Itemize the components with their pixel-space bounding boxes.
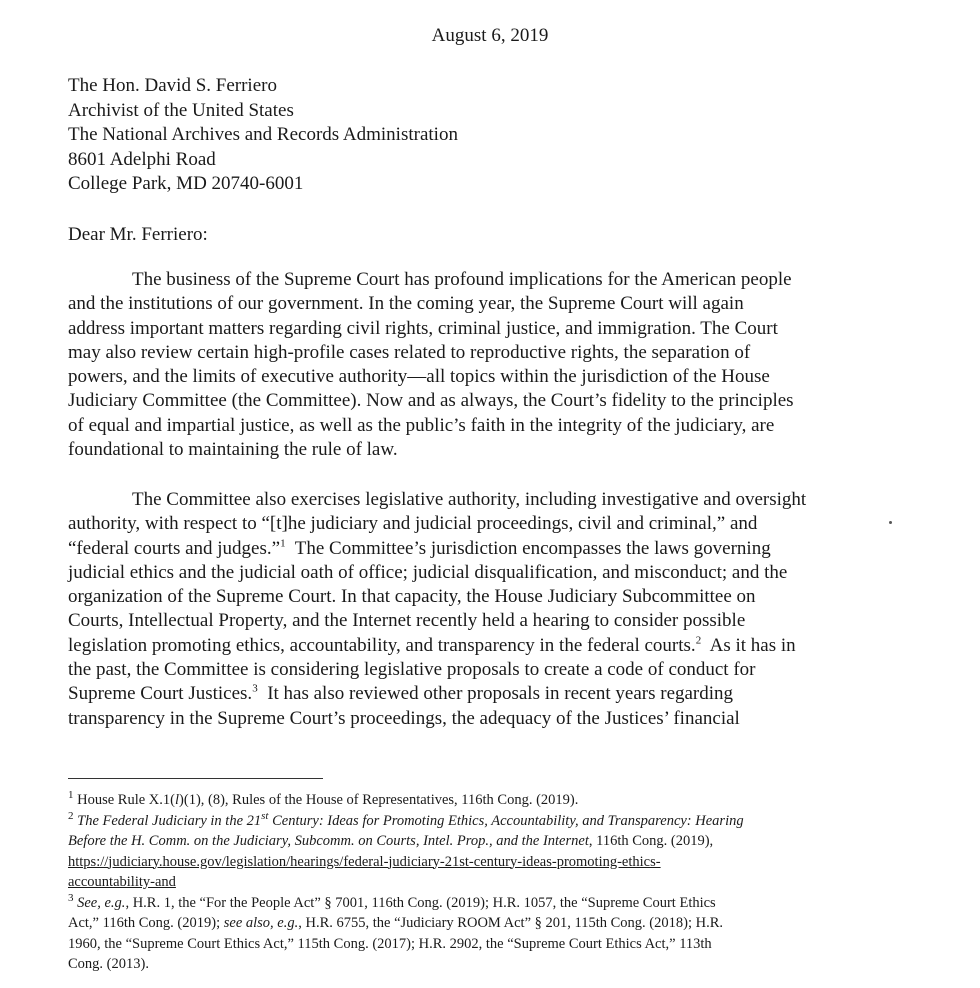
paragraph-line: powers, and the limits of executive authority—all topics within the jurisdiction of the House: [68, 366, 770, 388]
paragraph-line: transparency in the Supreme Court’s proceedings, the adequacy of the Justices’ financial: [68, 707, 740, 729]
paragraph-line: and the institutions of our government. In the coming year, the Supreme Court will again: [68, 293, 744, 315]
footnote-ref-1[interactable]: 1: [280, 537, 286, 550]
footnote-2-cont: [68, 831, 948, 852]
paragraph-line: The Committee also exercises legislative authority, including investigative and oversight: [132, 489, 807, 510]
text-run: , 116th Cong. (2019),: [588, 833, 714, 849]
text-run: As it has in: [701, 634, 796, 656]
footnote-3-cont: [68, 913, 948, 934]
recipient-address: [68, 74, 458, 197]
paragraph-2: [68, 488, 903, 731]
letter-date: August 6, 2019: [431, 25, 549, 46]
scan-speck: [889, 521, 892, 524]
paragraph-line: address important matters regarding civil rights, criminal justice, and immigration. The Court: [68, 317, 778, 339]
paragraph-line: Judiciary Committee (the Committee). Now and as always, the Court’s fidelity to the principles: [68, 390, 794, 412]
paragraph-line: [68, 682, 903, 706]
footnote-ref-2[interactable]: 2: [695, 634, 702, 647]
footnote-2: [68, 811, 948, 832]
footnote-2-link[interactable]: [68, 852, 948, 873]
text-run: )(1), (8), Rules of the House of Representatives, 116th Cong. (2019).: [179, 792, 579, 808]
paragraph-line: [68, 634, 903, 658]
text-run: The Federal Judiciary in the 21: [73, 812, 262, 829]
address-line: The National Archives and Records Administration: [68, 124, 458, 145]
text-run: It has also reviewed other proposals in recent years regarding: [257, 683, 734, 705]
text-run: legislation promoting ethics, accountability, and transparency in the federal courts.: [68, 634, 696, 656]
paragraph-line: organization of the Supreme Court. In that capacity, the House Judiciary Subcommittee on: [68, 586, 756, 608]
text-run: Act,” 116th Cong. (2019);: [68, 915, 224, 931]
footnote-mark: 1: [68, 789, 74, 802]
paragraph-line: Courts, Intellectual Property, and the Internet recently held a hearing to consider possible: [68, 610, 746, 632]
footnote-ref-3[interactable]: 3: [252, 683, 258, 696]
text-run: Century: Ideas for Promoting Ethics, Accountability, and Transparency: Hearing: [268, 812, 744, 829]
footnote-3: [68, 893, 948, 914]
paragraph-line: foundational to maintaining the rule of law.: [68, 439, 398, 461]
paragraph-1: [68, 268, 903, 462]
text-run: The Committee’s jurisdiction encompasses the laws governing: [285, 537, 771, 559]
address-line: Archivist of the United States: [68, 99, 294, 121]
text-run: , H.R. 6755, the “Judiciary ROOM Act” § 201, 115th Cong. (2018); H.R.: [298, 915, 723, 931]
salutation: Dear Mr. Ferriero:: [68, 224, 208, 245]
address-line: 8601 Adelphi Road: [68, 148, 216, 170]
paragraph-line: of equal and impartial justice, as well as the public’s faith in the integrity of the judiciary, are: [68, 414, 775, 436]
text-run: l: [175, 792, 180, 808]
address-line: College Park, MD 20740-6001: [68, 173, 304, 194]
footnote-divider: [68, 778, 323, 779]
text-run: , H.R. 1, the “For the People Act” § 7001, 116th Cong. (2019); H.R. 1057, the “Supreme Court Ethics: [125, 894, 716, 911]
footnote-mark: 2: [68, 809, 74, 822]
footnotes: [68, 790, 948, 975]
footnote-3-cont: Cong. (2013).: [68, 956, 149, 972]
text-run: Before the H. Comm. on the Judiciary, Subcomm. on Courts, Intel. Prop., and the Internet: [68, 833, 589, 849]
footnote-1: [68, 790, 948, 811]
text-run: See, e.g.: [73, 894, 126, 911]
hearing-link-cont[interactable]: accountability-and: [68, 874, 176, 890]
text-run: see also, e.g.: [223, 915, 299, 931]
address-line: The Hon. David S. Ferriero: [68, 75, 277, 96]
paragraph-line: [68, 537, 903, 561]
text-run: Supreme Court Justices.: [68, 683, 253, 705]
text-run: st: [261, 809, 269, 822]
hearing-link[interactable]: https://judiciary.house.gov/legislation/hearings/federal-judiciary-21st-century-ideas-promoting-ethics-: [68, 853, 661, 870]
paragraph-line: The business of the Supreme Court has profound implications for the American people: [132, 269, 792, 290]
text-run: “federal courts and judges.”: [68, 537, 281, 559]
paragraph-line: judicial ethics and the judicial oath of office; judicial disqualification, and misconduct; and the: [68, 561, 788, 583]
footnote-2-link-cont[interactable]: [68, 872, 948, 893]
footnote-mark: 3: [68, 891, 74, 904]
paragraph-line: may also review certain high-profile cases related to reproductive rights, the separation of: [68, 341, 751, 363]
paragraph-line: the past, the Committee is considering legislative proposals to create a code of conduct for: [68, 659, 756, 681]
footnote-3-cont: 1960, the “Supreme Court Ethics Act,” 115th Cong. (2017); H.R. 2902, the “Supreme Court Ethics Act,” 113th: [68, 935, 712, 952]
paragraph-line: authority, with respect to “[t]he judiciary and judicial proceedings, civil and criminal,” and: [68, 513, 758, 535]
text-run: House Rule X.1(: [73, 792, 175, 808]
